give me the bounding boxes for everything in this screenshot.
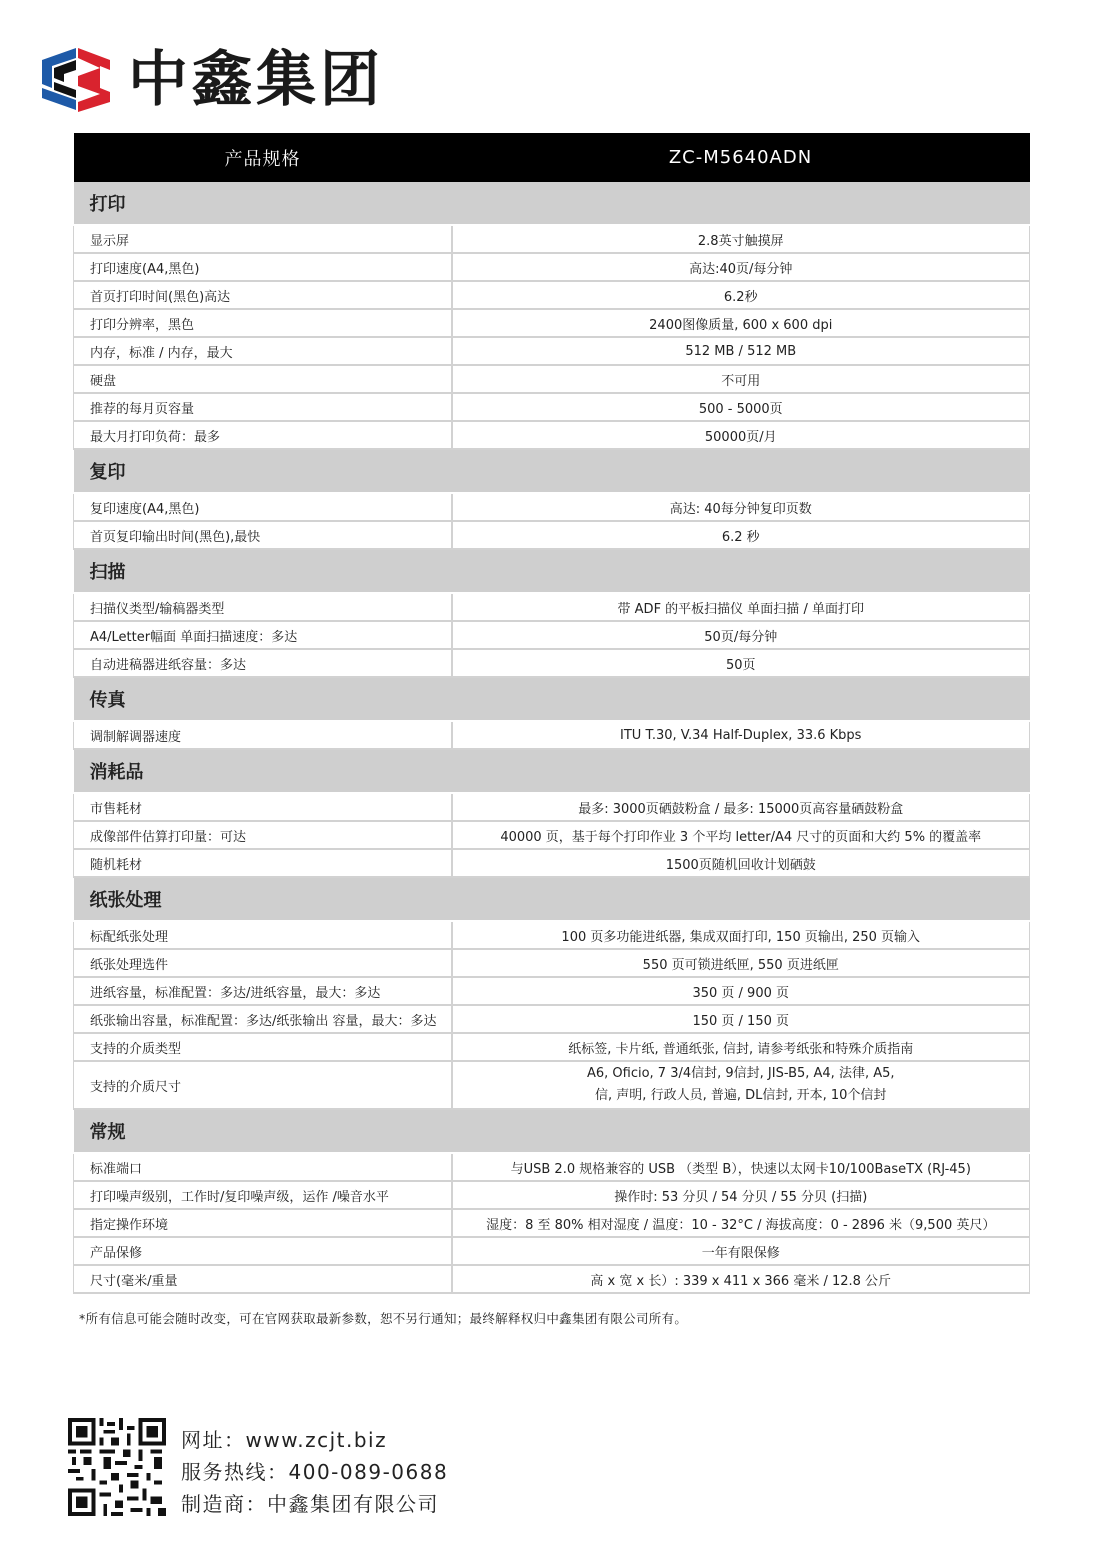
spec-label: 自动进稿器进纸容量：多达: [74, 649, 452, 677]
table-row: [74, 393, 1030, 421]
spec-label: 显示屏: [74, 225, 452, 253]
spec-value: 550 页可锁进纸匣, 550 页进纸匣: [452, 949, 1030, 977]
section-title: 传真: [74, 677, 1030, 721]
spec-value: [452, 1061, 1030, 1109]
service-hotline: 服务热线：400-089-0688: [181, 1460, 449, 1484]
spec-label: 标准端口: [74, 1153, 452, 1181]
website-link[interactable]: 网址：www.zcjt.biz: [181, 1428, 388, 1452]
table-row: [74, 1033, 1030, 1061]
manufacturer: 制造商：中鑫集团有限公司: [181, 1492, 439, 1516]
spec-value: 一年有限保修: [452, 1237, 1030, 1265]
spec-value: 500 - 5000页: [452, 393, 1030, 421]
spec-value: 150 页 / 150 页: [452, 1005, 1030, 1033]
table-row: [74, 1005, 1030, 1033]
spec-value: 350 页 / 900 页: [452, 977, 1030, 1005]
qr-code-icon[interactable]: [68, 1418, 166, 1516]
spec-header-row: [74, 133, 1030, 182]
spec-label: 支持的介质尺寸: [74, 1061, 452, 1109]
spec-label: 复印速度(A4,黑色): [74, 493, 452, 521]
spec-value: 不可用: [452, 365, 1030, 393]
table-row: [74, 593, 1030, 621]
spec-value: 最多: 3000页硒鼓粉盒 / 最多: 15000页高容量硒鼓粉盒: [452, 793, 1030, 821]
spec-value: 与USB 2.0 规格兼容的 USB （类型 B），快速以太网卡10/100BaseTX (RJ-45): [452, 1153, 1030, 1181]
table-row: [74, 1209, 1030, 1237]
spec-value: 40000 页，基于每个打印作业 3 个平均 letter/A4 尺寸的页面和大约 5% 的覆盖率: [452, 821, 1030, 849]
table-row: [74, 721, 1030, 749]
table-row: [74, 281, 1030, 309]
spec-label: 扫描仪类型/输稿器类型: [74, 593, 452, 621]
spec-value: 高达:40页/每分钟: [452, 253, 1030, 281]
spec-label: 成像部件估算打印量：可达: [74, 821, 452, 849]
spec-label: 纸张处理选件: [74, 949, 452, 977]
table-row: [74, 337, 1030, 365]
spec-value: 100 页多功能进纸器, 集成双面打印, 150 页输出, 250 页输入: [452, 921, 1030, 949]
section-title: 纸张处理: [74, 877, 1030, 921]
table-row: [74, 421, 1030, 449]
spec-label: 内存，标准 / 内存，最大: [74, 337, 452, 365]
spec-label: 推荐的每月页容量: [74, 393, 452, 421]
table-row: [74, 849, 1030, 877]
spec-label: 标配纸张处理: [74, 921, 452, 949]
spec-label: 最大月打印负荷：最多: [74, 421, 452, 449]
spec-value-line: A6, Oficio, 7 3/4信封, 9信封, JIS-B5, A4, 法律, A5,: [586, 1066, 895, 1081]
section-general: [74, 1109, 1030, 1153]
section-consumables: [74, 749, 1030, 793]
company-logo: [42, 44, 384, 116]
header-model: ZC-M5640ADN: [452, 133, 1030, 182]
spec-value: 50页/每分钟: [452, 621, 1030, 649]
spec-label: 硬盘: [74, 365, 452, 393]
spec-label: 产品保修: [74, 1237, 452, 1265]
spec-value: ITU T.30, V.34 Half-Duplex, 33.6 Kbps: [452, 721, 1030, 749]
section-print: [74, 182, 1030, 225]
section-fax: [74, 677, 1030, 721]
table-row: [74, 1265, 1030, 1293]
section-title: 常规: [74, 1109, 1030, 1153]
spec-table: [73, 133, 1030, 1294]
table-row: [74, 977, 1030, 1005]
table-row: [74, 253, 1030, 281]
table-row: [74, 621, 1030, 649]
spec-value: 50页: [452, 649, 1030, 677]
spec-label: 指定操作环境: [74, 1209, 452, 1237]
logo-wordmark: 中鑫集团: [128, 45, 384, 115]
table-row: [74, 1153, 1030, 1181]
spec-value: 1500页随机回收计划硒鼓: [452, 849, 1030, 877]
spec-label: 打印速度(A4,黑色): [74, 253, 452, 281]
table-row: [74, 1237, 1030, 1265]
spec-value: 2.8英寸触摸屏: [452, 225, 1030, 253]
table-row: [74, 821, 1030, 849]
spec-value: 6.2 秒: [452, 521, 1030, 549]
table-row: [74, 365, 1030, 393]
spec-label: 随机耗材: [74, 849, 452, 877]
table-row: [74, 1061, 1030, 1109]
table-row: [74, 1181, 1030, 1209]
table-row: [74, 521, 1030, 549]
spec-label: 打印噪声级别，工作时/复印噪声级，运作 /噪音水平: [74, 1181, 452, 1209]
spec-label: 打印分辨率，黑色: [74, 309, 452, 337]
spec-label: 市售耗材: [74, 793, 452, 821]
table-row: [74, 309, 1030, 337]
table-row: [74, 949, 1030, 977]
spec-label: 首页打印时间(黑色)高达: [74, 281, 452, 309]
table-row: [74, 225, 1030, 253]
spec-value: 高 x 宽 x 长）: 339 x 411 x 366 毫米 / 12.8 公斤: [452, 1265, 1030, 1293]
logo-mark-icon: [42, 48, 110, 112]
section-scan: [74, 549, 1030, 593]
section-title: 复印: [74, 449, 1030, 493]
header-title: 产品规格: [74, 133, 452, 182]
spec-value-line: 信, 声明, 行政人员, 普遍, DL信封, 开本, 10个信封: [595, 1088, 887, 1103]
spec-value: 湿度：8 至 80% 相对湿度 / 温度：10 - 32°C / 海拔高度：0 - 2896 米（9,500 英尺）: [452, 1209, 1030, 1237]
section-title: 打印: [74, 182, 1030, 225]
table-row: [74, 793, 1030, 821]
section-title: 消耗品: [74, 749, 1030, 793]
spec-value: 高达: 40每分钟复印页数: [452, 493, 1030, 521]
section-title: 扫描: [74, 549, 1030, 593]
spec-label: 首页复印输出时间(黑色),最快: [74, 521, 452, 549]
spec-value: 纸标签, 卡片纸, 普通纸张, 信封, 请参考纸张和特殊介质指南: [452, 1033, 1030, 1061]
spec-label: 进纸容量，标准配置：多达/进纸容量，最大：多达: [74, 977, 452, 1005]
section-copy: [74, 449, 1030, 493]
spec-label: 尺寸(毫米/重量: [74, 1265, 452, 1293]
table-row: [74, 493, 1030, 521]
spec-value: 6.2秒: [452, 281, 1030, 309]
spec-value: 50000页/月: [452, 421, 1030, 449]
spec-label: 支持的介质类型: [74, 1033, 452, 1061]
table-row: [74, 921, 1030, 949]
spec-value: 带 ADF 的平板扫描仪 单面扫描 / 单面打印: [452, 593, 1030, 621]
spec-label: A4/Letter幅面 单面扫描速度：多达: [74, 621, 452, 649]
spec-value: 2400图像质量, 600 x 600 dpi: [452, 309, 1030, 337]
contact-info: [181, 1424, 448, 1520]
table-row: [74, 649, 1030, 677]
footnote: *所有信息可能会随时改变，可在官网获取最新参数，恕不另行通知；最终解释权归中鑫集团有限公司所有。: [79, 1311, 688, 1326]
spec-value: 操作时: 53 分贝 / 54 分贝 / 55 分贝 (扫描): [452, 1181, 1030, 1209]
spec-label: 调制解调器速度: [74, 721, 452, 749]
spec-value: 512 MB / 512 MB: [452, 337, 1030, 365]
spec-label: 纸张输出容量，标准配置：多达/纸张输出 容量，最大：多达: [74, 1005, 452, 1033]
section-paper-handling: [74, 877, 1030, 921]
